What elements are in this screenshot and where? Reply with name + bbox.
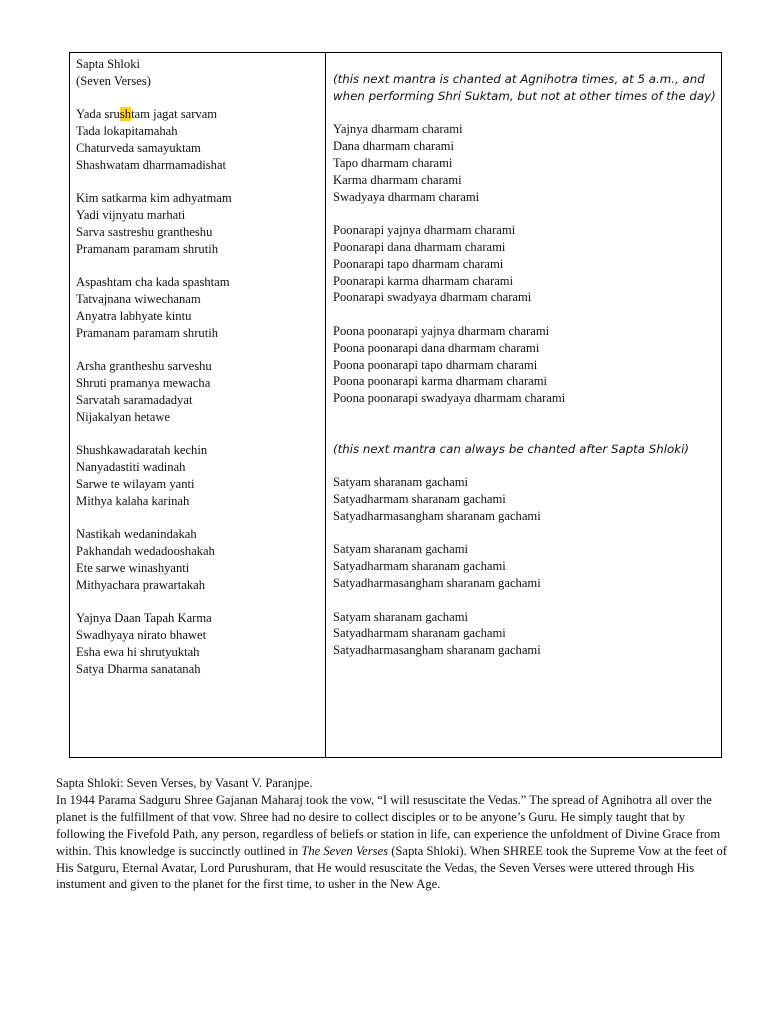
- verse5-line1: Shushkawadaratah kechin: [76, 443, 208, 458]
- title: Sapta Shloki: [76, 57, 141, 71]
- refrain2-line3: Satyadharmasangham sharanam gachami: [333, 575, 541, 590]
- refrain3-line1: Satyam sharanam gachami: [333, 609, 468, 624]
- block2-line3: Poonarapi tapo dharmam charami: [333, 256, 504, 271]
- block1-line2: Dana dharmam charami: [333, 139, 454, 154]
- verse7-line2: Swadhyaya nirato bhawet: [76, 628, 207, 643]
- refrain2-line2: Satyadharmam sharanam gachami: [333, 559, 506, 574]
- block2-line2: Poonarapi dana dharmam charami: [333, 239, 506, 254]
- caption: [56, 775, 736, 893]
- block1-line3: Tapo dharmam charami: [333, 155, 453, 170]
- block2-line1: Poonarapi yajnya dharmam charami: [333, 223, 516, 238]
- after-sapta-shloki-note: (this next mantra can always be chanted after Sapta Shloki): [333, 441, 689, 456]
- book-title: The Seven Verses: [301, 843, 389, 858]
- verse3-line1: Aspashtam cha kada spashtam: [76, 275, 230, 290]
- verse2-line3: Sarva sastreshu grantheshu: [76, 224, 213, 239]
- verse3-line3: Anyatra labhyate kintu: [76, 308, 192, 323]
- verse6-line2: Pakhandah wedadooshakah: [76, 544, 215, 559]
- refrain1-line3: Satyadharmasangham sharanam gachami: [333, 508, 541, 523]
- block3-line5: Poona poonarapi swadyaya dharmam charami: [333, 391, 566, 406]
- verse7-line3: Esha ewa hi shrutyuktah: [76, 644, 200, 659]
- caption-title: Sapta Shloki: Seven Verses, by Vasant V. Paranjpe.: [56, 776, 313, 790]
- verses-table: [69, 52, 722, 758]
- caption-paragraph: In 1944 Parama Sadguru Shree Gajanan Maharaj took the vow, “I will resuscitate the Vedas.” The spread of Agnihotra all over the planet is the fulfillment of that vow. Shree had no desire to collect disciples or to be anyone’s Guru. He simply taught that by following the Fivefold Path, any person, regardless of beliefs or station in life, can experience the unfoldment of Divine Grace from within. This knowledge is succinctly outlined in The Seven Verses (Sapta Shloki). When SHREE took the Supreme Vow at the feet of His Satguru, Eternal Avatar, Lord Purushuram, that He would resuscitate the Vedas, the Seven Verses were uttered through His instument and given to the planet for the first time, to usher in the New Age.: [56, 792, 727, 892]
- verse4-line1: Arsha grantheshu sarveshu: [76, 359, 212, 374]
- block2-line5: Poonarapi swadyaya dharmam charami: [333, 290, 532, 305]
- refrain2-line1: Satyam sharanam gachami: [333, 542, 468, 557]
- refrain1-line1: Satyam sharanam gachami: [333, 475, 468, 490]
- agnihotra-note-line2: when performing Shri Suktam, but not at other times of the day): [333, 88, 716, 103]
- refrain3-line2: Satyadharmam sharanam gachami: [333, 626, 506, 641]
- block1-line5: Swadyaya dharmam charami: [333, 189, 480, 204]
- block3-line1: Poona poonarapi yajnya dharmam charami: [333, 323, 550, 338]
- block1-line1: Yajnya dharmam charami: [333, 122, 463, 137]
- verse1-line1: Yada srushtam jagat sarvam: [76, 107, 218, 122]
- verse1-line4: Shashwatam dharmamadishat: [76, 157, 227, 172]
- agnihotra-note-line1: (this next mantra is chanted at Agnihotra times, at 5 a.m., and: [333, 72, 705, 86]
- block3-line3: Poona poonarapi tapo dharmam charami: [333, 357, 538, 372]
- left-column: [70, 53, 326, 757]
- highlighted-text: sh: [119, 107, 132, 122]
- verse4-line2: Shruti pramanya mewacha: [76, 376, 211, 391]
- verse7-line1: Yajnya Daan Tapah Karma: [76, 611, 212, 626]
- verse4-line3: Sarvatah saramadadyat: [76, 392, 193, 407]
- verse5-line4: Mithya kalaha karinah: [76, 493, 190, 508]
- verse6-line3: Ete sarwe winashyanti: [76, 560, 190, 575]
- verse6-line4: Mithyachara prawartakah: [76, 577, 206, 592]
- block1-line4: Karma dharmam charami: [333, 172, 462, 187]
- verse3-line4: Pramanam paramam shrutih: [76, 325, 218, 340]
- verse2-line1: Kim satkarma kim adhyatmam: [76, 191, 232, 206]
- verse2-line2: Yadi vijnyatu marhati: [76, 208, 186, 223]
- verse5-line3: Sarwe te wilayam yanti: [76, 476, 195, 491]
- verse2-line4: Pramanam paramam shrutih: [76, 241, 218, 256]
- verse3-line2: Tatvajnana wiwechanam: [76, 292, 201, 307]
- refrain3-line3: Satyadharmasangham sharanam gachami: [333, 643, 541, 658]
- block3-line4: Poona poonarapi karma dharmam charami: [333, 374, 548, 389]
- verse5-line2: Nanyadastiti wadinah: [76, 460, 186, 475]
- verse1-line3: Chaturveda samayuktam: [76, 140, 201, 155]
- refrain1-line2: Satyadharmam sharanam gachami: [333, 491, 506, 506]
- block3-line2: Poona poonarapi dana dharmam charami: [333, 340, 540, 355]
- verse1-line2: Tada lokapitamahah: [76, 124, 178, 139]
- verse4-line4: Nijakalyan hetawe: [76, 409, 171, 424]
- right-column: [326, 53, 721, 757]
- verse6-line1: Nastikah wedanindakah: [76, 527, 197, 542]
- block2-line4: Poonarapi karma dharmam charami: [333, 273, 514, 288]
- subtitle: (Seven Verses): [76, 73, 151, 88]
- verse7-line4: Satya Dharma sanatanah: [76, 661, 201, 676]
